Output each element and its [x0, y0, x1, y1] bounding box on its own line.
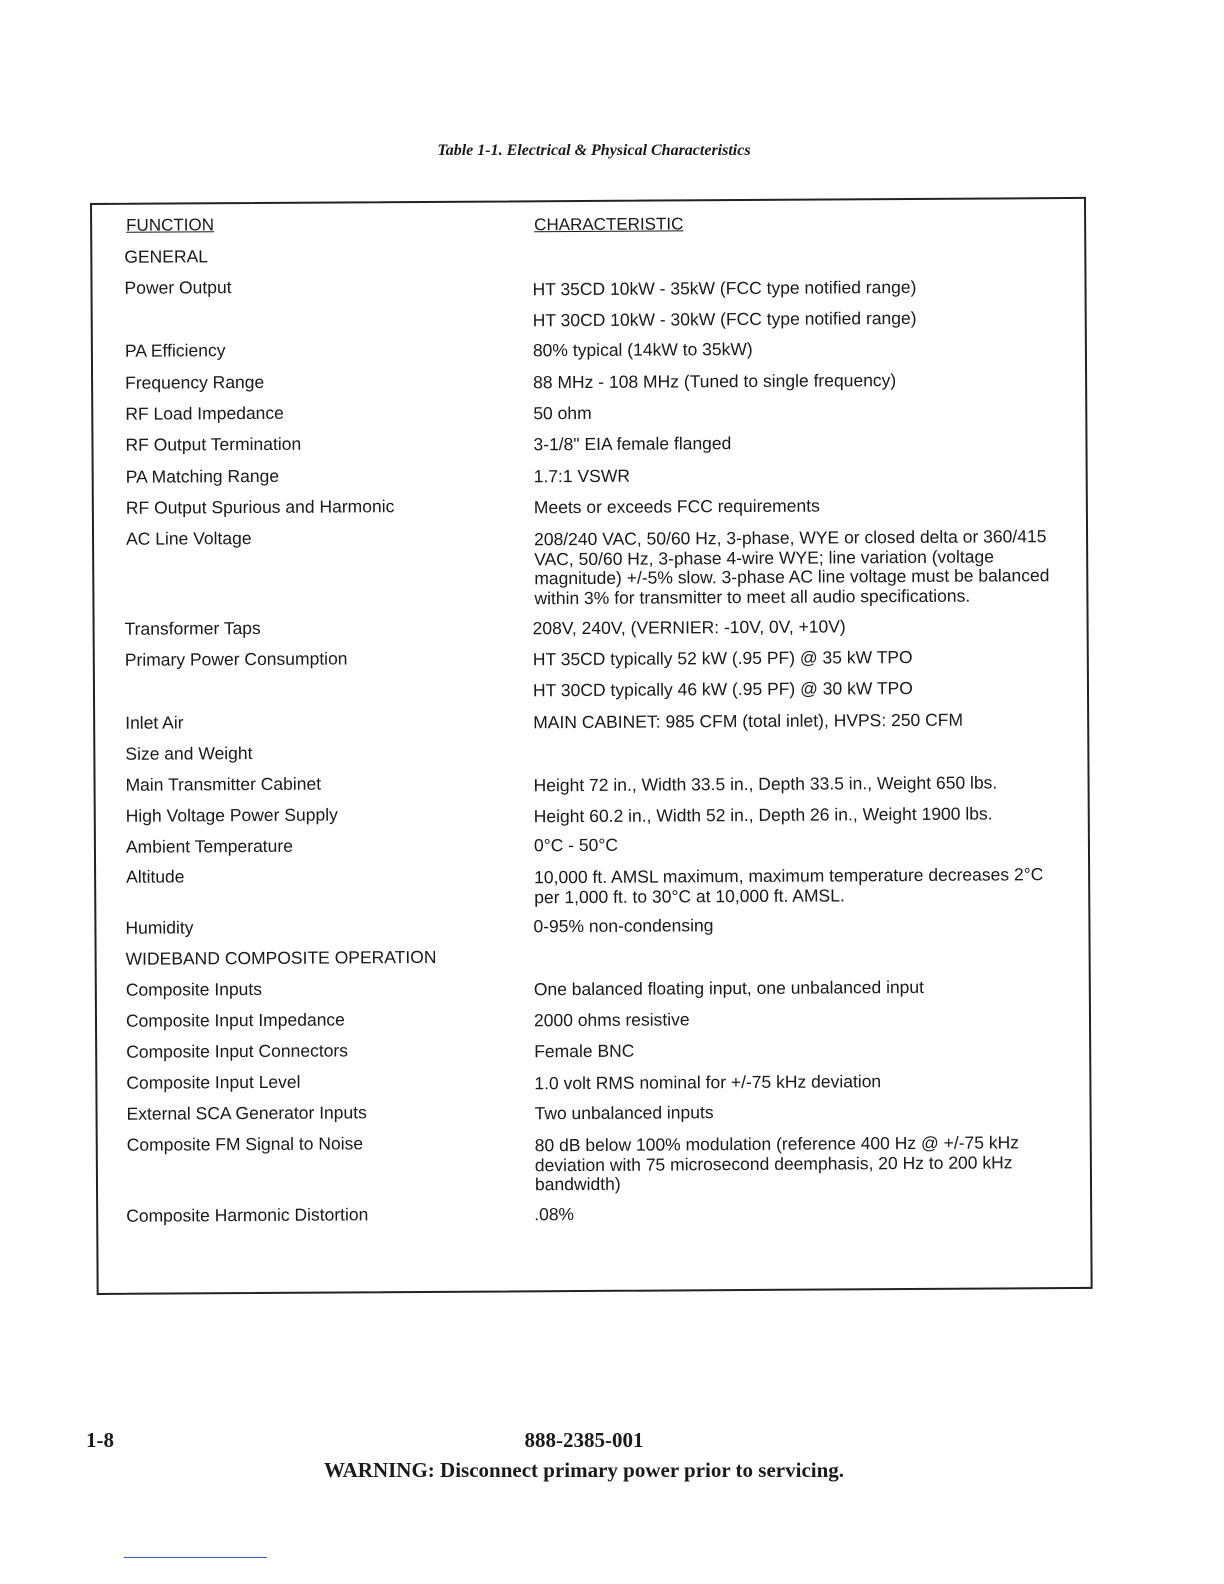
table-row — [94, 461, 1086, 487]
document-number: 888-2385-001 — [524, 1428, 644, 1452]
characteristic-cell: Height 60.2 in., Width 52 in., Depth 26 in., Weight 1900 lbs. — [533, 803, 993, 827]
table-row — [97, 1005, 1089, 1031]
function-cell: PA Matching Range — [125, 465, 280, 487]
characteristic-cell: HT 30CD typically 46 kW (.95 PF) @ 30 kW TPO — [532, 677, 913, 701]
table-row — [95, 613, 1087, 639]
function-cell: Transformer Taps — [124, 617, 261, 639]
characteristic-cell: 0°C - 50°C — [533, 834, 619, 856]
function-cell: RF Output Spurious and Harmonic — [125, 496, 395, 518]
characteristic-cell: 3-1/8" EIA female flanged — [533, 433, 732, 455]
table-row — [95, 707, 1087, 733]
function-cell: Size and Weight — [125, 743, 253, 764]
function-cell: Composite Inputs — [125, 978, 263, 1000]
characteristic-cell: HT 30CD 10kW - 30kW (FCC type notified range) — [532, 307, 917, 331]
function-cell: Frequency Range — [125, 371, 265, 393]
characteristic-cell: MAIN CABINET: 985 CFM (total inlet), HVPS: 250 CFM — [533, 709, 964, 733]
function-cell: Primary Power Consumption — [124, 648, 348, 670]
table-row — [98, 1200, 1090, 1226]
characteristic-cell: 2000 ohms resistive — [533, 1009, 690, 1031]
function-cell: High Voltage Power Supply — [125, 804, 338, 826]
function-cell: RF Load Impedance — [125, 402, 284, 424]
function-cell: Composite Input Impedance — [125, 1009, 345, 1031]
characteristic-cell: Two unbalanced inputs — [534, 1102, 714, 1124]
table-row — [93, 398, 1085, 424]
function-cell: AC Line Voltage — [125, 528, 252, 549]
function-cell: GENERAL — [124, 246, 209, 267]
scan-artifact-line — [124, 1557, 267, 1558]
table-row — [93, 429, 1085, 455]
characteristic-cell: Meets or exceeds FCC requirements — [533, 495, 820, 518]
function-cell: Ambient Temperature — [125, 835, 293, 857]
header-characteristic: CHARACTERISTIC — [534, 214, 684, 235]
function-cell: Humidity — [125, 917, 194, 938]
table-row — [95, 769, 1087, 796]
function-cell: External SCA Generator Inputs — [126, 1102, 367, 1124]
characteristic-cell: 88 MHz - 108 MHz (Tuned to single frequency) — [533, 370, 897, 393]
function-cell: Altitude — [126, 866, 185, 887]
characteristic-cell: One balanced floating input, one unbalanced input — [533, 976, 925, 1000]
characteristic-cell: 1.7:1 VSWR — [533, 465, 631, 487]
characteristic-cell: HT 35CD typically 52 kW (.95 PF) @ 35 kW TPO — [532, 646, 913, 670]
characteristic-cell: 80% typical (14kW to 35kW) — [532, 338, 753, 361]
warning-notice: WARNING: Disconnect primary power prior to servicing. — [323, 1458, 845, 1482]
function-cell: Composite Harmonic Distortion — [126, 1204, 369, 1226]
function-cell: Composite Input Level — [126, 1071, 301, 1093]
header-function: FUNCTION — [126, 215, 215, 235]
table-row — [93, 367, 1085, 393]
table-row — [97, 1036, 1089, 1062]
table-row — [96, 861, 1088, 907]
characteristic-cell: Female BNC — [534, 1040, 635, 1062]
characteristic-cell: 208/240 VAC, 50/60 Hz, 3-phase, WYE or closed delta or 360/415 VAC, 50/60 Hz, 3-phase 4-wire WYE; line variation (voltage magnitude) +/-5% slow. 3-phase AC line voltage must be balanced within 3% for transmitter to meet all audio specifications. — [534, 526, 1050, 608]
table-row — [93, 335, 1085, 361]
characteristic-cell: 50 ohm — [533, 402, 592, 424]
table-row — [93, 307, 1085, 331]
characteristic-cell: 80 dB below 100% modulation (reference 400 Hz @ +/-75 kHz deviation with 75 microsecond deemphasis, 20 Hz to 200 kHz bandwidth) — [534, 1132, 1020, 1195]
table-row — [94, 492, 1086, 518]
table-row — [95, 644, 1087, 670]
table-row — [95, 738, 1087, 764]
table-row — [98, 1098, 1090, 1124]
characteristic-cell: Height 72 in., Width 33.5 in., Depth 33.5 in., Weight 650 lbs. — [533, 772, 998, 796]
characteristic-cell: 208V, 240V, (VERNIER: -10V, 0V, +10V) — [532, 616, 846, 639]
table-row — [97, 1067, 1089, 1094]
function-cell: WIDEBAND COMPOSITE OPERATION — [125, 946, 437, 969]
characteristic-cell: 1.0 volt RMS nominal for +/-75 kHz deviation — [534, 1071, 882, 1094]
table-row — [96, 912, 1088, 938]
function-cell: Main Transmitter Cabinet — [125, 773, 322, 795]
function-cell: RF Output Termination — [125, 433, 302, 455]
table-row — [96, 831, 1088, 857]
table-row — [96, 800, 1088, 827]
table-row — [98, 1129, 1090, 1195]
function-cell: Power Output — [124, 277, 232, 298]
function-cell: PA Efficiency — [124, 340, 226, 361]
table-row — [92, 241, 1084, 267]
page-number: 1-8 — [86, 1428, 114, 1452]
table-row — [95, 677, 1087, 701]
table-row — [97, 974, 1089, 1000]
characteristic-cell: .08% — [534, 1204, 575, 1225]
characteristics-table — [90, 197, 1093, 1295]
function-cell: Composite Input Connectors — [126, 1040, 349, 1062]
table-row — [97, 943, 1089, 969]
table-caption: Table 1-1. Electrical & Physical Characteristics — [437, 142, 751, 159]
table-row — [94, 523, 1086, 608]
function-cell: Composite FM Signal to Noise — [126, 1133, 364, 1155]
function-cell: Inlet Air — [125, 712, 184, 733]
characteristic-cell: 10,000 ft. AMSL maximum, maximum temperature decreases 2°C per 1,000 ft. to 30°C at 10,000 ft. AMSL. — [534, 864, 1044, 907]
characteristic-cell: 0-95% non-condensing — [533, 915, 714, 937]
characteristic-cell: HT 35CD 10kW - 35kW (FCC type notified range) — [532, 276, 917, 300]
